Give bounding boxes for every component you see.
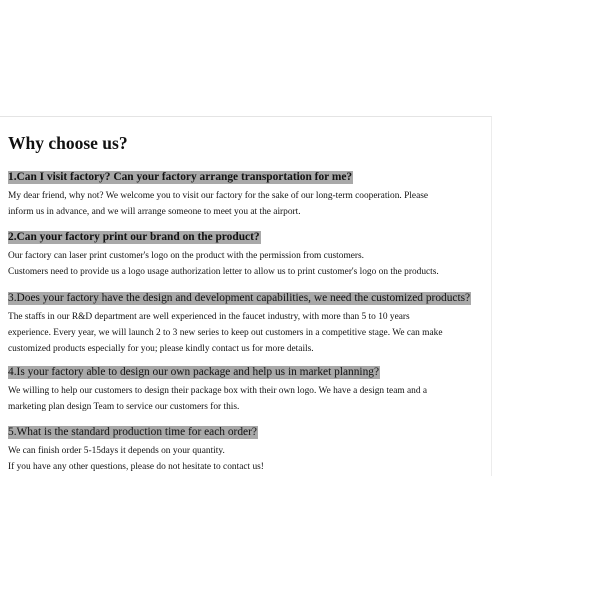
faq-item	[8, 422, 492, 475]
faq-answer-line: My dear friend, why not? We welcome you to visit our factory for the sake of our long-term cooperation. Please	[8, 191, 429, 201]
faq-answer-line: We willing to help our customers to design their package box with their own logo. We have a design team and a	[8, 386, 428, 396]
faq-answer-line: inform us in advance, and we will arrange someone to meet you at the airport.	[8, 207, 301, 217]
faq-item	[8, 288, 492, 357]
faq-item	[8, 362, 492, 415]
faq-item	[8, 227, 492, 280]
faq-answer-line: If you have any other questions, please do not hesitate to contact us!	[8, 462, 264, 472]
faq-answer-line: We can finish order 5-15days it depends on your quantity.	[8, 446, 225, 456]
faq-answer-line: marketing plan design Team to service our customers for this.	[8, 402, 240, 412]
faq-answer-line: Our factory can laser print customer's logo on the product with the permission from customers.	[8, 251, 365, 261]
faq-question: 1.Can I visit factory? Can your factory arrange transportation for me?	[8, 171, 353, 183]
faq-answer-line: The staffs in our R&D department are well experienced in the faucet industry, with more than 5 to 10 years	[8, 312, 410, 322]
faq-answer	[8, 309, 492, 357]
faq-answer	[8, 443, 492, 475]
faq-answer	[8, 383, 492, 415]
faq-section	[0, 116, 492, 476]
faq-answer-line: Customers need to provide us a logo usage authorization letter to allow us to print customer's logo on the products.	[8, 267, 439, 277]
page-title: Why choose us?	[8, 133, 128, 153]
faq-question: 3.Does your factory have the design and development capabilities, we need the customized products?	[8, 292, 471, 304]
faq-answer-line: experience. Every year, we will launch 2 to 3 new series to keep out customers in a competitive stage. We can make	[8, 328, 443, 338]
faq-answer	[8, 248, 492, 280]
faq-answer	[8, 188, 492, 220]
faq-question: 4.Is your factory able to design our own package and help us in market planning?	[8, 366, 380, 378]
faq-question: 5.What is the standard production time for each order?	[8, 426, 257, 438]
faq-item	[8, 167, 492, 220]
faq-answer-line: customized products especially for you; please kindly contact us for more details.	[8, 344, 314, 354]
faq-question: 2.Can your factory print our brand on the product?	[8, 231, 260, 243]
